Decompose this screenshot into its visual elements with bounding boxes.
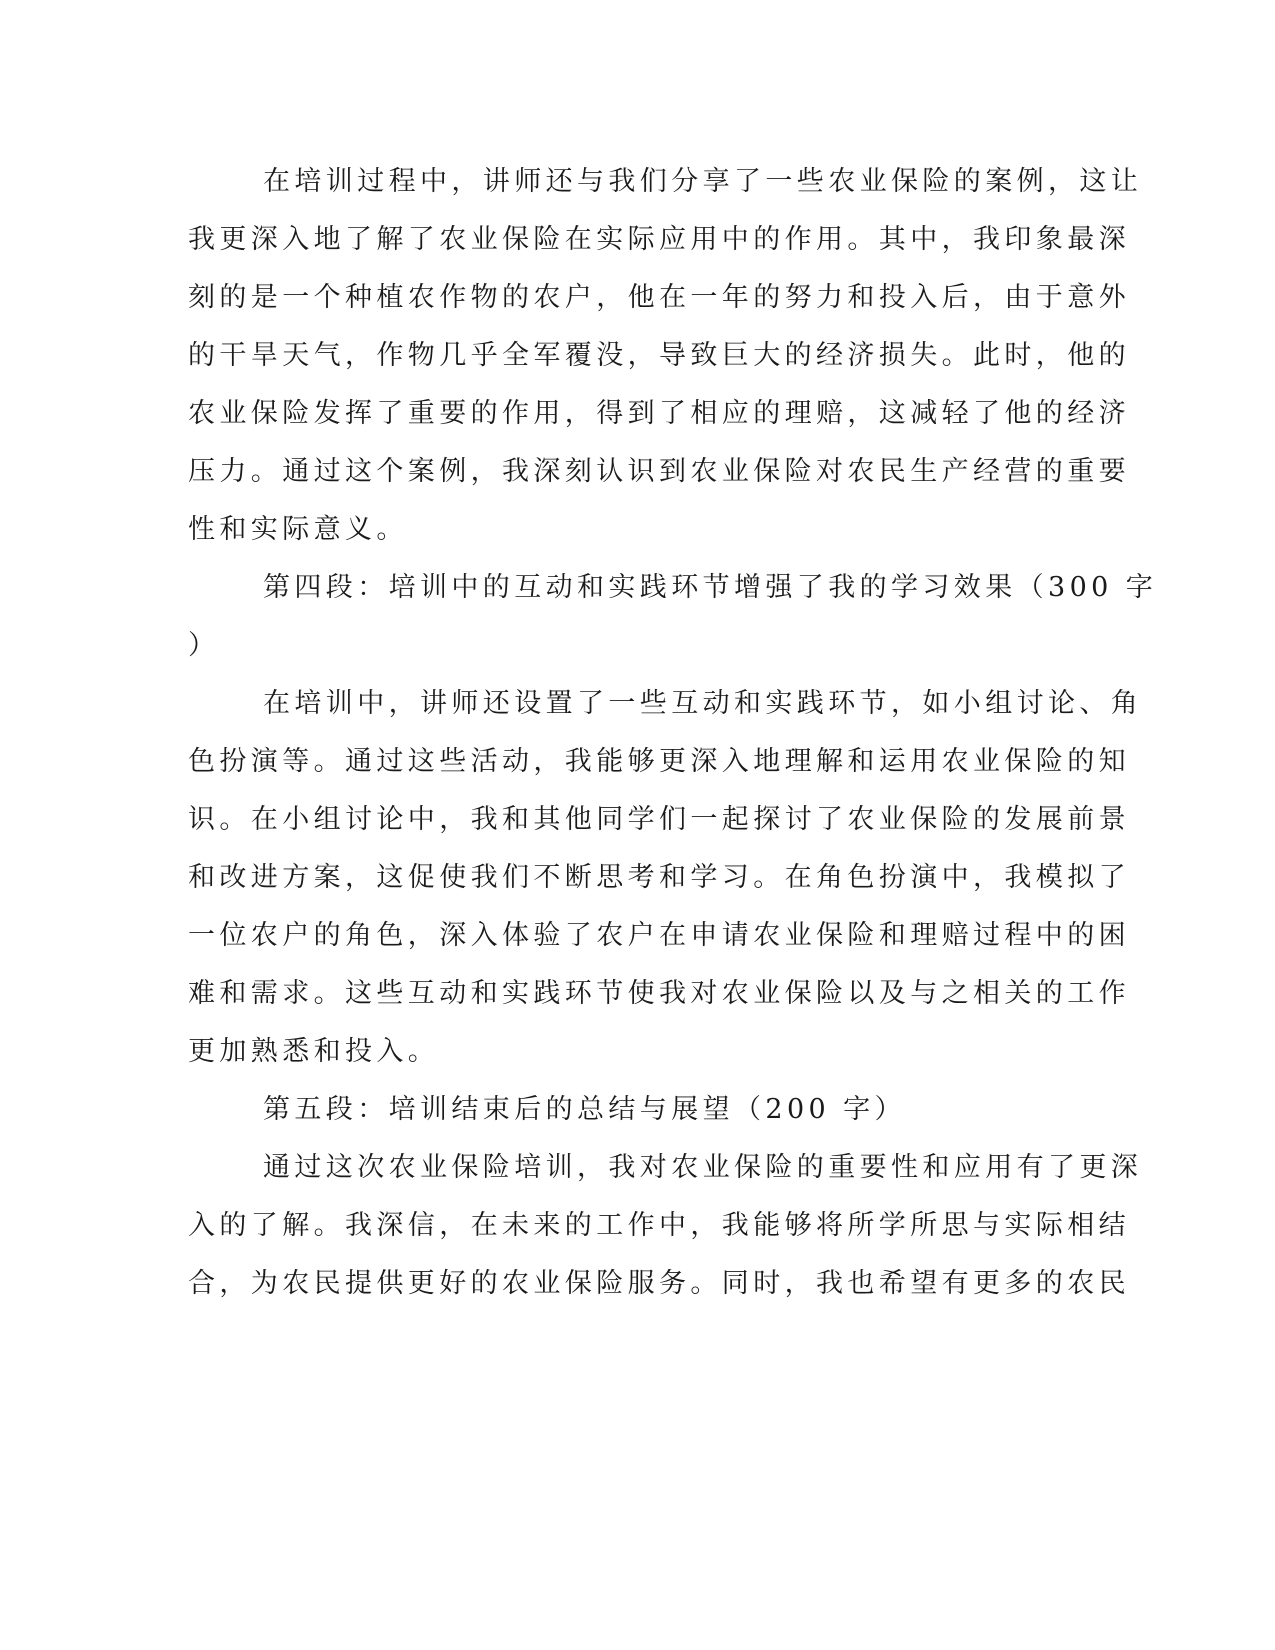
paragraph-4-line-6: 难和需求。这些互动和实践环节使我对农业保险以及与之相关的工作 (188, 978, 1130, 1009)
paragraph-5-line-1: 通过这次农业保险培训，我对农业保险的重要性和应用有了更深 (263, 1152, 1143, 1183)
paragraph-5-line-2: 入的了解。我深信，在未来的工作中，我能够将所学所思与实际相结 (188, 1210, 1130, 1241)
paragraph-1-line-5: 农业保险发挥了重要的作用，得到了相应的理赔，这减轻了他的经济 (188, 398, 1130, 429)
paragraph-4-line-2: 色扮演等。通过这些活动，我能够更深入地理解和运用农业保险的知 (188, 746, 1130, 777)
paragraph-1-line-2: 我更深入地了解了农业保险在实际应用中的作用。其中，我印象最深 (188, 224, 1130, 255)
section-5-heading: 第五段：培训结束后的总结与展望（200 字） (263, 1094, 906, 1125)
section-4-heading-line-2: ） (188, 630, 220, 661)
paragraph-1-line-7: 性和实际意义。 (188, 514, 408, 545)
paragraph-4-line-7: 更加熟悉和投入。 (188, 1036, 440, 1067)
paragraph-4-line-5: 一位农户的角色，深入体验了农户在申请农业保险和理赔过程中的困 (188, 920, 1130, 951)
paragraph-1-line-4: 的干旱天气，作物几乎全军覆没，导致巨大的经济损失。此时，他的 (188, 340, 1130, 371)
paragraph-4-line-3: 识。在小组讨论中，我和其他同学们一起探讨了农业保险的发展前景 (188, 804, 1130, 835)
paragraph-1-line-6: 压力。通过这个案例，我深刻认识到农业保险对农民生产经营的重要 (188, 456, 1130, 487)
section-4-heading-line-1: 第四段：培训中的互动和实践环节增强了我的学习效果（300 字 (263, 572, 1158, 603)
paragraph-5-line-3: 合，为农民提供更好的农业保险服务。同时，我也希望有更多的农民 (188, 1268, 1130, 1299)
paragraph-1-line-3: 刻的是一个种植农作物的农户，他在一年的努力和投入后，由于意外 (188, 282, 1130, 313)
paragraph-1-line-1: 在培训过程中，讲师还与我们分享了一些农业保险的案例，这让 (263, 166, 1143, 197)
paragraph-4-line-1: 在培训中，讲师还设置了一些互动和实践环节，如小组讨论、角 (263, 688, 1143, 719)
paragraph-4-line-4: 和改进方案，这促使我们不断思考和学习。在角色扮演中，我模拟了 (188, 862, 1130, 893)
